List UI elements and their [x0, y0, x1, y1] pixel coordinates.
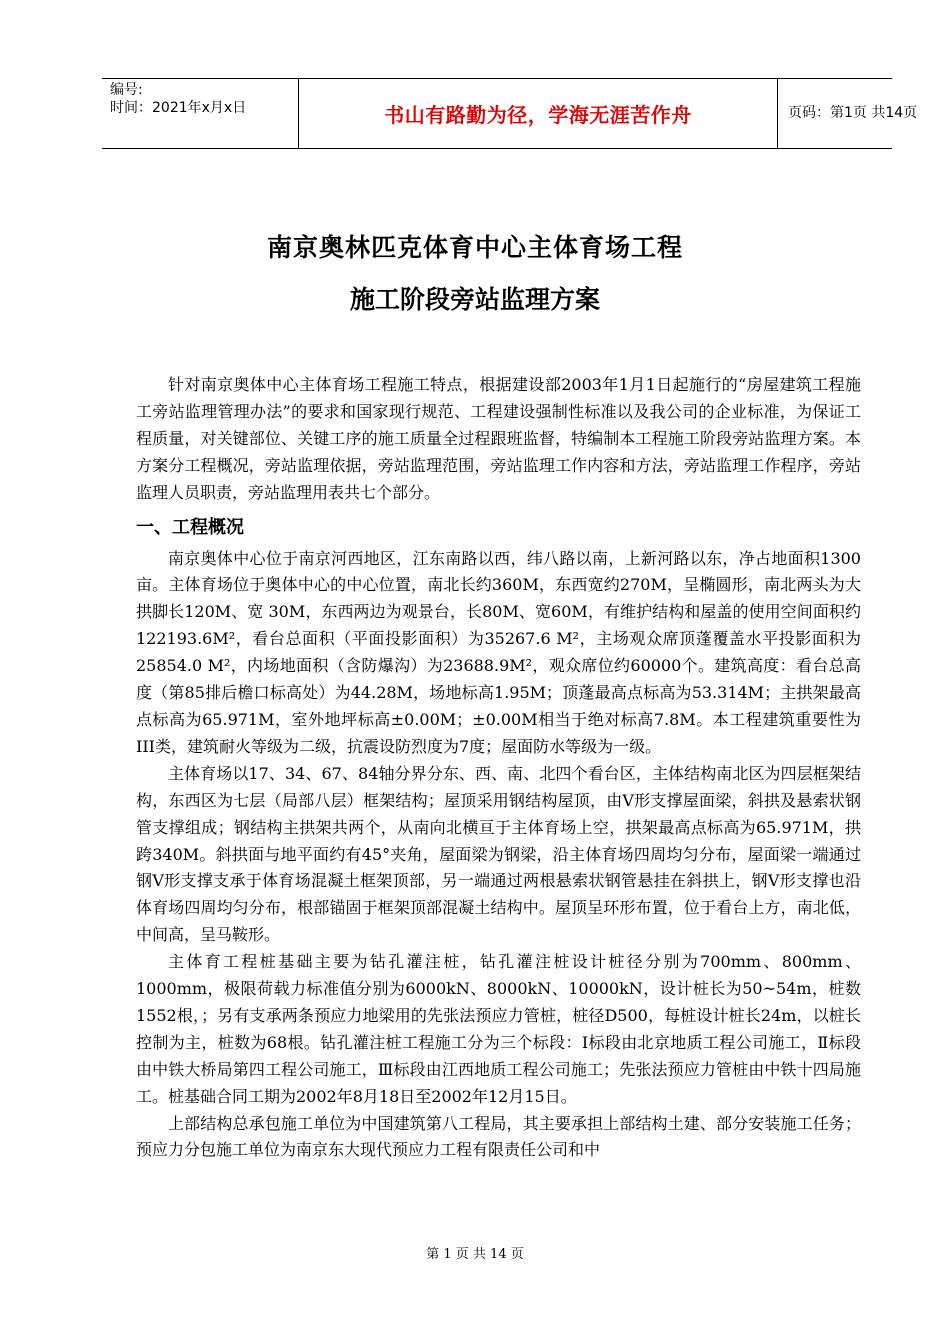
document-number-label: 编号:: [110, 82, 143, 98]
document-title-line1: 南京奥林匹克体育中心主体育场工程: [266, 233, 683, 262]
header-table: [102, 78, 918, 149]
section-heading-overview: 一、工程概况: [136, 516, 244, 538]
document-body: [136, 372, 861, 1164]
intro-paragraph: 针对南京奥体中心主体育场工程施工特点，根据建设部2003年1月1日起施行的“房屋建筑工程施工旁站监理管理办法”的要求和国家现行规范、工程建设强制性标准以及我公司的企业标准，为保证工程质量，对关键部位、关键工序的施工质量全过程跟班监督，特编制本工程施工阶段旁站监理方案。本方案分工程概况，旁站监理依据，旁站监理范围，旁站监理工作内容和方法，旁站监理工作程序，旁站监理人员职责，旁站监理用表共七个部分。: [136, 375, 861, 502]
header-page-info: 页码：第1页 共14页: [788, 105, 918, 121]
page-footer: 第 1 页 共 14 页: [426, 1247, 524, 1262]
document-time-label: 时间：2021年x月x日: [110, 100, 247, 116]
document-title-line2: 施工阶段旁站监理方案: [349, 285, 600, 314]
header-motto: 书山有路勤为径，学海无涯苦作舟: [384, 103, 692, 127]
header-right-cell: [778, 79, 918, 148]
overview-paragraph-4: 上部结构总承包施工单位为中国建筑第八工程局，其主要承担上部结构土建、部分安装施工任务；预应力分包施工单位为南京东大现代预应力工程有限责任公司和中: [136, 1113, 861, 1160]
header-left-cell: [102, 79, 298, 148]
header-middle-cell: [298, 79, 778, 148]
overview-paragraph-3: 主体育工程桩基础主要为钻孔灌注桩，钻孔灌注桩设计桩径分别为700mm、800mm、1000mm，极限荷载力标准值分别为6000kN、8000kN、10000kN，设计桩长为50~54m，桩数1552根，；另有支承两条预应力地梁用的先张法预应力管桩，桩径D500，每桩设计桩长24m，以桩长控制为主，桩数为68根。钻孔灌注桩工程施工分为三个标段：Ⅰ标段由北京地质工程公司施工，Ⅱ标段由中铁大桥局第四工程公司施工，Ⅲ标段由江西地质工程公司施工；先张法预应力管桩由中铁十四局施工。桩基础合同工期为2002年8月18日至2002年12月15日。: [136, 952, 861, 1106]
overview-paragraph-2: 主体育场以17、34、67、84轴分界分东、西、南、北四个看台区，主体结构南北区为四层框架结构，东西区为七层（局部八层）框架结构；屋顶采用钢结构屋顶，由V形支撑屋面梁，斜拱及悬索状钢管支撑组成；钢结构主拱架共两个，从南向北横亘于主体育场上空，拱架最高点标高为65.971M，拱跨340M。斜拱面与地平面约有45°夹角，屋面梁为钢梁，沿主体育场四周均匀分布，屋面梁一端通过钢V形支撑支承于体育场混凝土框架顶部，另一端通过两根悬索状钢管悬挂在斜拱上，钢V形支撑也沿体育场四周均匀分布，根部锚固于框架顶部混凝土结构中。屋顶呈环形布置，位于看台上方，南北低，中间高，呈马鞍形。: [136, 763, 861, 945]
overview-paragraph-1: 南京奥体中心位于南京河西地区，江东南路以西，纬八路以南，上新河路以东，净占地面积1300亩。主体育场位于奥体中心的中心位置，南北长约360M，东西宽约270M，呈椭圆形，南北两头为大拱脚长120M、宽 30M，东西两边为观景台，长80M、宽60M，有维护结构和屋盖的使用空间面积约122193.6M²，看台总面积（平面投影面积）为35267.6 M²，主场观众席顶蓬覆盖水平投影面积为25854.0 M²，内场地面积（含防爆沟）为23688.9M²，观众席位约60000个。建筑高度：看台总高度（第85排后檐口标高处）为44.28M，场地标高1.95M；顶蓬最高点标高为53.314M；主拱架最高点标高为65.971M，室外地坪标高±0.00M；±0.00M相当于绝对标高7.8M。本工程建筑重要性为III类，建筑耐火等级为二级，抗震设防烈度为7度；屋面防水等级为一级。: [136, 548, 861, 756]
